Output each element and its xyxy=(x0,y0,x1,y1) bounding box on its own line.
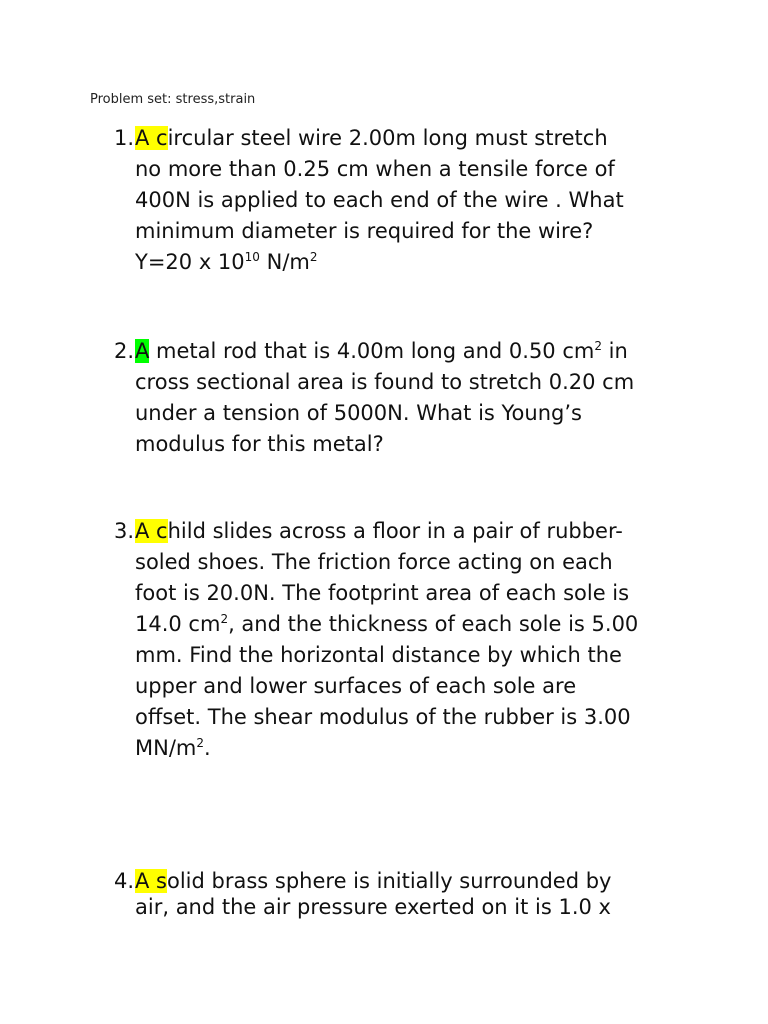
text-line: mm. Find the horizontal distance by which the xyxy=(135,643,622,667)
text-span: olid brass sphere is initially surrounded by xyxy=(166,869,612,893)
page-title: Problem set: stress,strain xyxy=(90,92,256,107)
superscript: 2 xyxy=(309,250,318,264)
superscript: 2 xyxy=(196,736,204,750)
text-span: MN/m xyxy=(135,736,197,760)
highlighted-text: A xyxy=(135,339,150,363)
text-line: soled shoes. The friction force acting on each xyxy=(135,550,613,574)
text-line xyxy=(135,609,714,640)
text-line: cross sectional area is found to stretch 0.20 cm xyxy=(135,370,635,394)
problem-number: 3. xyxy=(114,519,135,543)
problem-number: 1. xyxy=(114,126,135,150)
text-line: modulus for this metal? xyxy=(135,432,384,456)
text-line: under a tension of 5000N. What is Young’s xyxy=(135,401,582,425)
superscript: 2 xyxy=(220,612,229,626)
problem-number: 4. xyxy=(114,869,135,893)
problem-number: 2. xyxy=(114,339,135,363)
text-line: air, and the air pressure exerted on it is 1.0 x xyxy=(135,895,611,919)
problem-text xyxy=(135,516,714,764)
text-span: ircular steel wire 2.00m long must stretch xyxy=(167,126,608,150)
highlighted-text: A c xyxy=(135,519,168,543)
problem-text xyxy=(135,336,714,460)
text-span: in xyxy=(601,339,628,363)
highlighted-text: A s xyxy=(135,869,167,893)
text-line xyxy=(135,733,714,764)
superscript: 2 xyxy=(594,339,602,353)
text-line: upper and lower surfaces of each sole are xyxy=(135,674,577,698)
text-line: minimum diameter is required for the wire? xyxy=(135,219,594,243)
problem-1 xyxy=(114,123,714,278)
problem-3 xyxy=(114,516,714,764)
text-line xyxy=(135,336,714,367)
text-line xyxy=(135,123,714,154)
text-span: N/m xyxy=(259,250,310,274)
text-line: foot is 20.0N. The footprint area of each sole is xyxy=(135,581,630,605)
text-span: hild slides across a floor in a pair of rubber- xyxy=(167,519,623,543)
text-line: no more than 0.25 cm when a tensile force of xyxy=(135,157,615,181)
problem-2 xyxy=(114,336,714,460)
text-span: , and the thickness of each sole is 5.00 xyxy=(228,612,639,636)
text-span: 14.0 cm xyxy=(135,612,221,636)
text-line: 400N is applied to each end of the wire . What xyxy=(135,188,624,212)
text-line xyxy=(135,247,714,278)
text-span: metal rod that is 4.00m long and 0.50 cm xyxy=(149,339,595,363)
text-line: offset. The shear modulus of the rubber is 3.00 xyxy=(135,705,631,729)
highlighted-text: A c xyxy=(135,126,168,150)
text-span: . xyxy=(204,736,211,760)
problem-text xyxy=(135,123,714,278)
text-line xyxy=(135,867,714,896)
problem-4 xyxy=(114,867,714,919)
problem-text xyxy=(135,867,714,919)
superscript: 10 xyxy=(244,250,260,264)
text-line xyxy=(135,516,714,547)
text-span: Y=20 x 10 xyxy=(135,250,245,274)
